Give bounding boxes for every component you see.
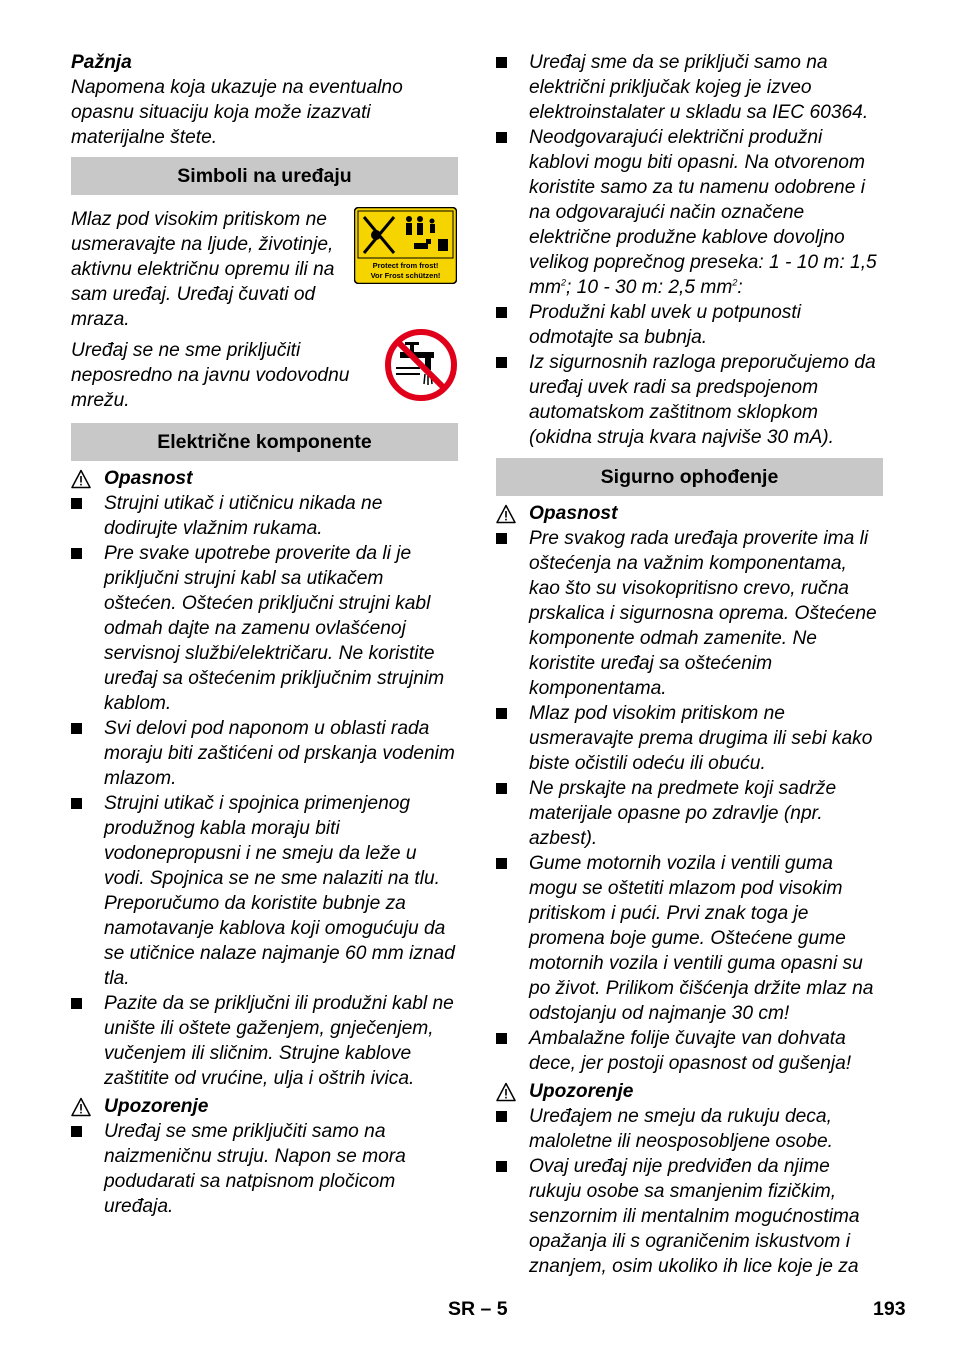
safe-handling-heading: Sigurno ophođenje [496, 458, 883, 496]
list-item: Ambalažne folije čuvajte van dohvata dece, jer postoji opasnost od gušenja! [496, 1026, 883, 1076]
list-item: Uređajem ne smeju da rukuju deca, maloletne ili neosposobljene osobe. [496, 1104, 883, 1154]
list-item: Ne prskajte na predmete koji sadrže materijale opasne po zdravlje (npr. azbest). [496, 776, 883, 851]
list-item: Gume motornih vozila i ventili guma mogu se oštetiti mlazom pod visokim pritiskom i pući. Prvi znak toga je promena boje gume. Oštećene gume motornih vozila i ventili guma opasni su po život. Prilikom čišćenja držite mlaz na odstojanju od najmanje 30 cm! [496, 851, 883, 1026]
warning-label-row [71, 1094, 458, 1119]
electrical-heading: Električne komponente [71, 423, 458, 461]
warning-label: Upozorenje [529, 1081, 634, 1102]
warning-triangle-icon [71, 469, 91, 489]
symbols-heading: Simboli na uređaju [71, 157, 458, 195]
list-item: Produžni kabl uvek u potpunosti odmotajte sa bubnja. [496, 300, 883, 350]
symbol-row-frost [71, 207, 458, 332]
list-item: Pazite da se priključni ili produžni kabl ne unište ili oštete gaženjem, gnječenjem, vučenjem ili sličnim. Strujne kablove zaštitite od vrućine, ulja i oštrih ivica. [71, 991, 458, 1091]
danger-label: Opasnost [529, 503, 618, 524]
list-item: Ovaj uređaj nije predviđen da njime rukuju osobe sa smanjenim fizičkim, senzornim ili mentalnim mogućnostima opažanja ili s ograničenim iskustvom i znanjem, osim ukoliko ih lice koje je za [496, 1154, 883, 1279]
cable-mid: ; 10 - 30 m: 2,5 mm [565, 277, 733, 298]
danger-list-right [496, 526, 883, 1076]
caution-text: Napomena koja ukazuje na eventualno opasnu situaciju koja može izazvati materijalne štete. [71, 77, 403, 148]
page-number: 193 [873, 1298, 906, 1320]
list-item [496, 125, 883, 300]
list-item: Uređaj se sme priključiti samo na naizmeničnu struju. Napon se mora podudarati sa natpisnom pločicom uređaja. [71, 1119, 458, 1219]
cable-sup: 2 [560, 277, 566, 288]
page-section-id: SR – 5 [448, 1298, 508, 1320]
warning-list-right [496, 1104, 883, 1279]
right-column [496, 50, 883, 1279]
list-item: Strujni utikač i utičnicu nikada ne dodirujte vlažnim rukama. [71, 491, 458, 541]
danger-label: Opasnost [104, 468, 193, 489]
no-public-water-supply-icon [384, 328, 458, 402]
electrical-list-right [496, 50, 883, 450]
list-item: Pre svake upotrebe proverite da li je priključni strujni kabl sa utikačem oštećen. Oštećen priključni strujni kabl odmah dajte na zamenu ovlašćenoj servisnoj službi/električaru. Ne koristite uređaj sa oštećenim priključnim strujnim kablom. [71, 541, 458, 716]
warning-triangle-icon [71, 1097, 91, 1117]
danger-label-row [496, 501, 883, 526]
list-item: Pre svakog rada uređaja proverite ima li oštećenja na važnim komponentama, kao što su visokopritisno crevo, ručna prskalica i sigurnosna oprema. Oštećene komponente odmah zamenite. Ne koristite uređaj sa oštećenim komponentama. [496, 526, 883, 701]
warning-label: Upozorenje [104, 1096, 209, 1117]
list-item: Svi delovi pod naponom u oblasti rada moraju biti zaštićeni od prskanja vodenim mlazom. [71, 716, 458, 791]
list-item: Strujni utikač i spojnica primenjenog produžnog kabla moraju biti vodonepropusni i ne smeju da leže u vodi. Spojnica se ne sme nalaziti na tlu. Preporučumo da koristite bubnje za namotavanje kablova koji omogućuju da se utičnice nalaze najmanje 60 mm iznad tla. [71, 791, 458, 991]
left-column [71, 50, 458, 1219]
warning-triangle-icon [496, 504, 516, 524]
cable-sup: 2 [732, 277, 738, 288]
frost-label-line1: Protect from frost! [372, 261, 439, 270]
warning-triangle-icon [496, 1082, 516, 1102]
cable-text: Neodgovarajući električni produžni kablovi mogu biti opasni. Na otvorenom koristite samo za tu namenu odobrene i na odgovarajući način označene električne produžne kablove dovoljno velikog poprečnog preseka: 1 - 10 m: 1,5 mm [529, 127, 877, 298]
symbol-row-water [71, 338, 458, 413]
list-item: Mlaz pod visokim pritiskom ne usmeravajte prema drugima ili sebi kako biste očistili odeću ili obuću. [496, 701, 883, 776]
list-item: Uređaj sme da se priključi samo na električni priključak kojeg je izveo elektroinstalater u skladu sa IEC 60364. [496, 50, 883, 125]
cable-end: : [737, 277, 743, 298]
frost-warning-label-icon [354, 207, 457, 284]
danger-list-left [71, 491, 458, 1091]
warning-list-left [71, 1119, 458, 1219]
list-item: Iz sigurnosnih razloga preporučujemo da uređaj uvek radi sa predspojenom automatskom zaštitnom sklopkom (okidna struja kvara najviše 30 mA). [496, 350, 883, 450]
symbol-2-text: Uređaj se ne sme priključiti neposredno na javnu vodovodnu mrežu. [71, 340, 350, 411]
danger-label-row [71, 466, 458, 491]
frost-label-line2: Vor Frost schützen! [370, 271, 441, 280]
symbol-1-text: Mlaz pod visokim pritiskom ne usmeravajte na ljude, životinje, aktivnu električnu opremu ili na sam uređaj. Uređaj čuvati od mraza. [71, 209, 335, 330]
caution-title: Pažnja [71, 52, 132, 73]
warning-label-row [496, 1079, 883, 1104]
